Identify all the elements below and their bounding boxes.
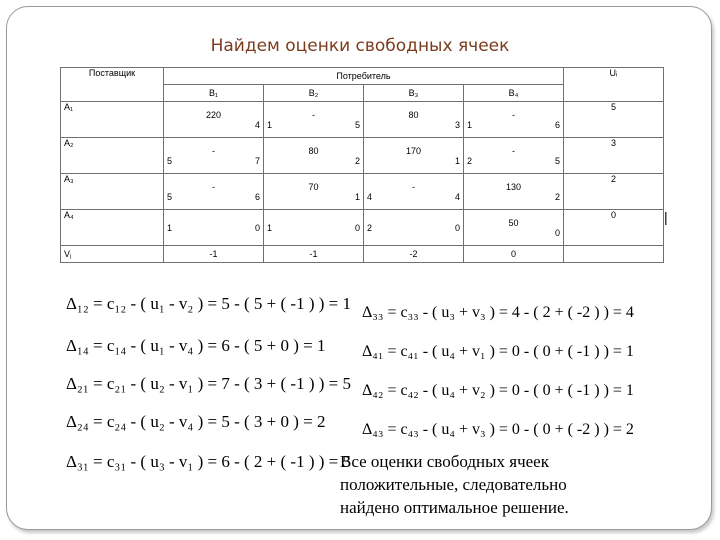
conclusion-text — [340, 450, 670, 519]
table-row — [61, 138, 664, 174]
v-empty — [564, 246, 664, 263]
header-col-b1: B₁ — [164, 85, 264, 102]
table-row — [61, 210, 664, 246]
table-cell: 170 1 — [364, 138, 464, 174]
table-cell: - 4 4 — [364, 174, 464, 210]
conclusion-line: положительные, следовательно — [340, 475, 567, 494]
table-cell: 80 2 — [264, 138, 364, 174]
side-mark: | — [664, 209, 668, 225]
row-label: A₁ — [61, 102, 164, 138]
formula-delta-41: Δ₄₁ = c₄₁ - ( u₄ + v₁ ) = 0 - ( 0 + ( -1 ) ) = 1 — [362, 343, 634, 360]
row-label: A₃ — [61, 174, 164, 210]
row-label: A₂ — [61, 138, 164, 174]
table-row-v — [61, 246, 664, 263]
v-value: -1 — [164, 246, 264, 263]
u-value: 2 — [564, 174, 664, 210]
table-row — [61, 174, 664, 210]
row-label: Vⱼ — [61, 246, 164, 263]
table-cell: 1 0 — [264, 210, 364, 246]
conclusion-line: Все оценки свободных ячеек — [340, 452, 549, 471]
table-cell: 1 0 — [164, 210, 264, 246]
formula-delta-14: Δ₁₄ = c₁₄ - ( u₁ - v₄ ) = 6 - ( 5 + 0 ) = 1 — [66, 336, 326, 355]
header-col-b2: B₂ — [264, 85, 364, 102]
formula-delta-33: Δ₃₃ = c₃₃ - ( u₃ + v₃ ) = 4 - ( 2 + ( -2 ) ) = 4 — [362, 304, 634, 321]
u-value: 3 — [564, 138, 664, 174]
u-value: 5 — [564, 102, 664, 138]
slide-title: Найдем оценки свободных ячеек — [210, 36, 510, 56]
table-cell: 80 3 — [364, 102, 464, 138]
table-cell: 220 4 — [164, 102, 264, 138]
transport-table — [60, 67, 664, 263]
formula-delta-12: Δ₁₂ = c₁₂ - ( u₁ - v₂ ) = 5 - ( 5 + ( -1 ) ) = 1 — [66, 294, 351, 313]
table-cell: - 1 6 — [464, 102, 564, 138]
table-cell: - 2 5 — [464, 138, 564, 174]
formula-delta-42: Δ₄₂ = c₄₂ - ( u₄ + v₂ ) = 0 - ( 0 + ( -1 ) ) = 1 — [362, 382, 634, 399]
table-cell: 2 0 — [364, 210, 464, 246]
table-cell: - 1 5 — [264, 102, 364, 138]
formula-delta-21: Δ₂₁ = c₂₁ - ( u₂ - v₁ ) = 7 - ( 3 + ( -1 ) ) = 5 — [66, 374, 351, 393]
formula-delta-31: Δ₃₁ = c₃₁ - ( u₃ - v₁ ) = 6 - ( 2 + ( -1 ) ) = 5 — [66, 452, 351, 471]
formula-delta-43: Δ₄₃ = c₄₃ - ( u₄ + v₃ ) = 0 - ( 0 + ( -2 ) ) = 2 — [362, 421, 634, 438]
header-col-b3: B₃ — [364, 85, 464, 102]
v-value: -1 — [264, 246, 364, 263]
row-label: A₄ — [61, 210, 164, 246]
v-value: 0 — [464, 246, 564, 263]
table-cell: 50 0 — [464, 210, 564, 246]
conclusion-line: найдено оптимальное решение. — [340, 498, 569, 517]
v-value: -2 — [364, 246, 464, 263]
header-position: Поставщик — [61, 68, 164, 102]
table-row — [61, 102, 664, 138]
table-cell: - 5 7 — [164, 138, 264, 174]
table-cell: 130 2 — [464, 174, 564, 210]
table-cell: 70 1 — [264, 174, 364, 210]
formula-delta-24: Δ₂₄ = c₂₄ - ( u₂ - v₄ ) = 5 - ( 3 + 0 ) = 2 — [66, 412, 326, 431]
table-cell: - 5 6 — [164, 174, 264, 210]
u-value: 0 — [564, 210, 664, 246]
header-u: Uᵢ — [564, 68, 664, 102]
header-col-b4: B₄ — [464, 85, 564, 102]
header-consumers: Потребитель — [164, 68, 564, 85]
